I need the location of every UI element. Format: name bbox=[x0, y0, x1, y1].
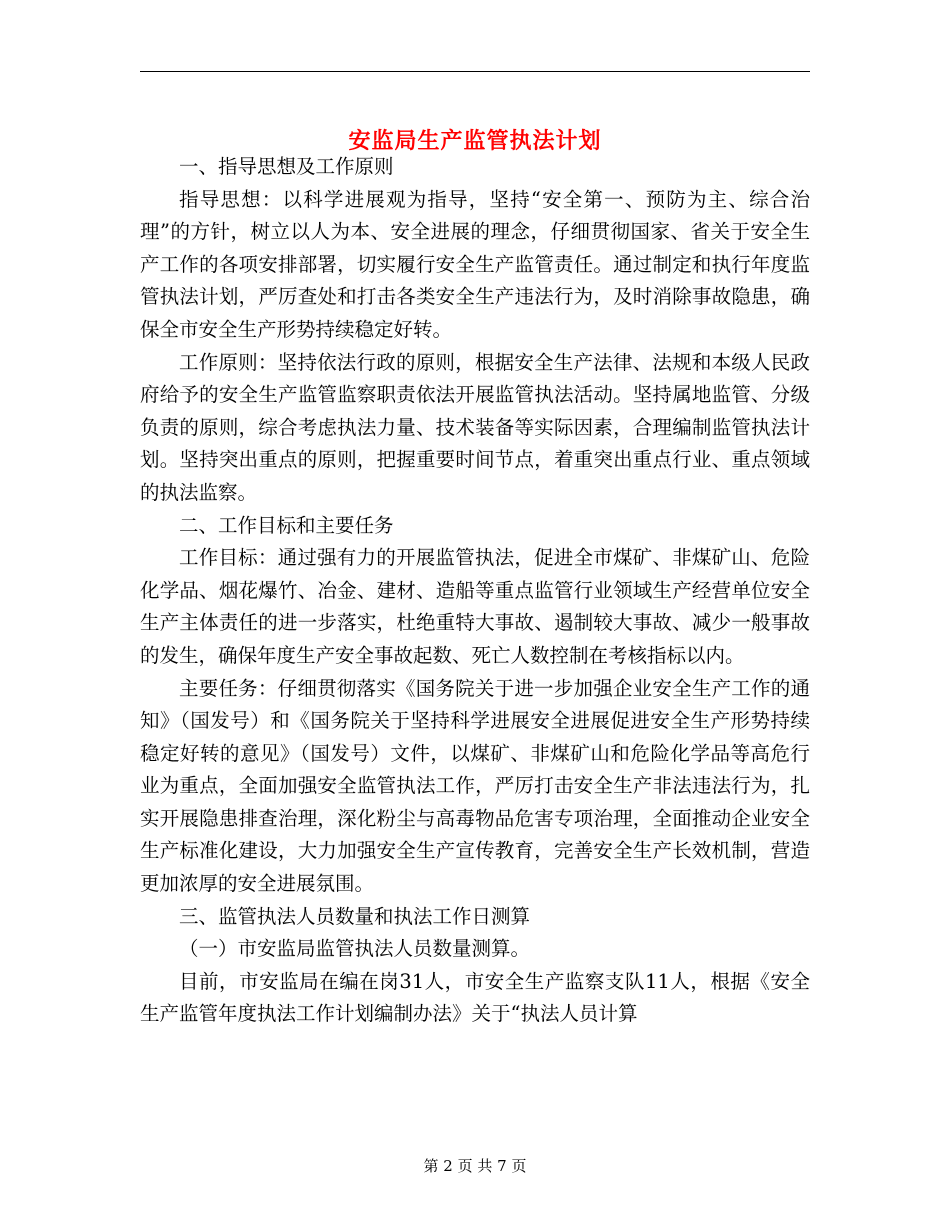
subsection-heading-1: （一）市安监局监管执法人员数量测算。 bbox=[179, 937, 531, 961]
document-title: 安监局生产监管执法计划 bbox=[348, 127, 602, 154]
document-body bbox=[140, 151, 810, 1031]
paragraph-guiding-thought: 指导思想：以科学进展观为指导，坚持“安全第一、预防为主、综合治理”的方针，树立以人为本、安全进展的理念，仔细贯彻国家、省关于安全生产工作的各项安排部署，切实履行安全生产监管责任。通过制定和执行年度监管执法计划，严厉查处和打击各类安全生产违法行为，及时消除事故隐患，确保全市安全生产形势持续稳定好转。 bbox=[140, 187, 810, 341]
paragraph-work-principles: 工作原则：坚持依法行政的原则，根据安全生产法律、法规和本级人民政府给予的安全生产监管监察职责依法开展监管执法活动。坚持属地监管、分级负责的原则，综合考虑执法力量、技术装备等实际因素，合理编制监管执法计划。坚持突出重点的原则，把握重要时间节点，着重突出重点行业、重点领域的执法监察。 bbox=[140, 350, 810, 504]
section-heading-3: 三、监管执法人员数量和执法工作日测算 bbox=[179, 904, 531, 928]
paragraph-staff-count: 目前，市安监局在编在岗31人，市安全生产监察支队11人，根据《安全生产监管年度执法工作计划编制办法》关于“执法人员计算 bbox=[140, 969, 810, 1026]
page-number: 第 2 页 共 7 页 bbox=[423, 1157, 527, 1175]
section-heading-2: 二、工作目标和主要任务 bbox=[179, 513, 394, 537]
paragraph-work-goals: 工作目标：通过强有力的开展监管执法，促进全市煤矿、非煤矿山、危险化学品、烟花爆竹、冶金、建材、造船等重点监管行业领域生产经营单位安全生产主体责任的进一步落实，杜绝重特大事故、遏制较大事故、减少一般事故的发生，确保年度生产安全事故起数、死亡人数控制在考核指标以内。 bbox=[140, 546, 810, 667]
paragraph-main-tasks: 主要任务：仔细贯彻落实《国务院关于进一步加强企业安全生产工作的通知》（国发号）和《国务院关于坚持科学进展安全进展促进安全生产形势持续稳定好转的意见》（国发号）文件，以煤矿、非煤矿山和危险化学品等高危行业为重点，全面加强安全监管执法工作，严厉打击安全生产非法违法行为，扎实开展隐患排查治理，深化粉尘与高毒物品危害专项治理，全面推动企业安全生产标准化建设，大力加强安全生产宣传教育，完善安全生产长效机制，营造更加浓厚的安全进展氛围。 bbox=[140, 676, 810, 896]
header-rule bbox=[140, 71, 810, 72]
section-heading-1: 一、指导思想及工作原则 bbox=[179, 155, 394, 178]
